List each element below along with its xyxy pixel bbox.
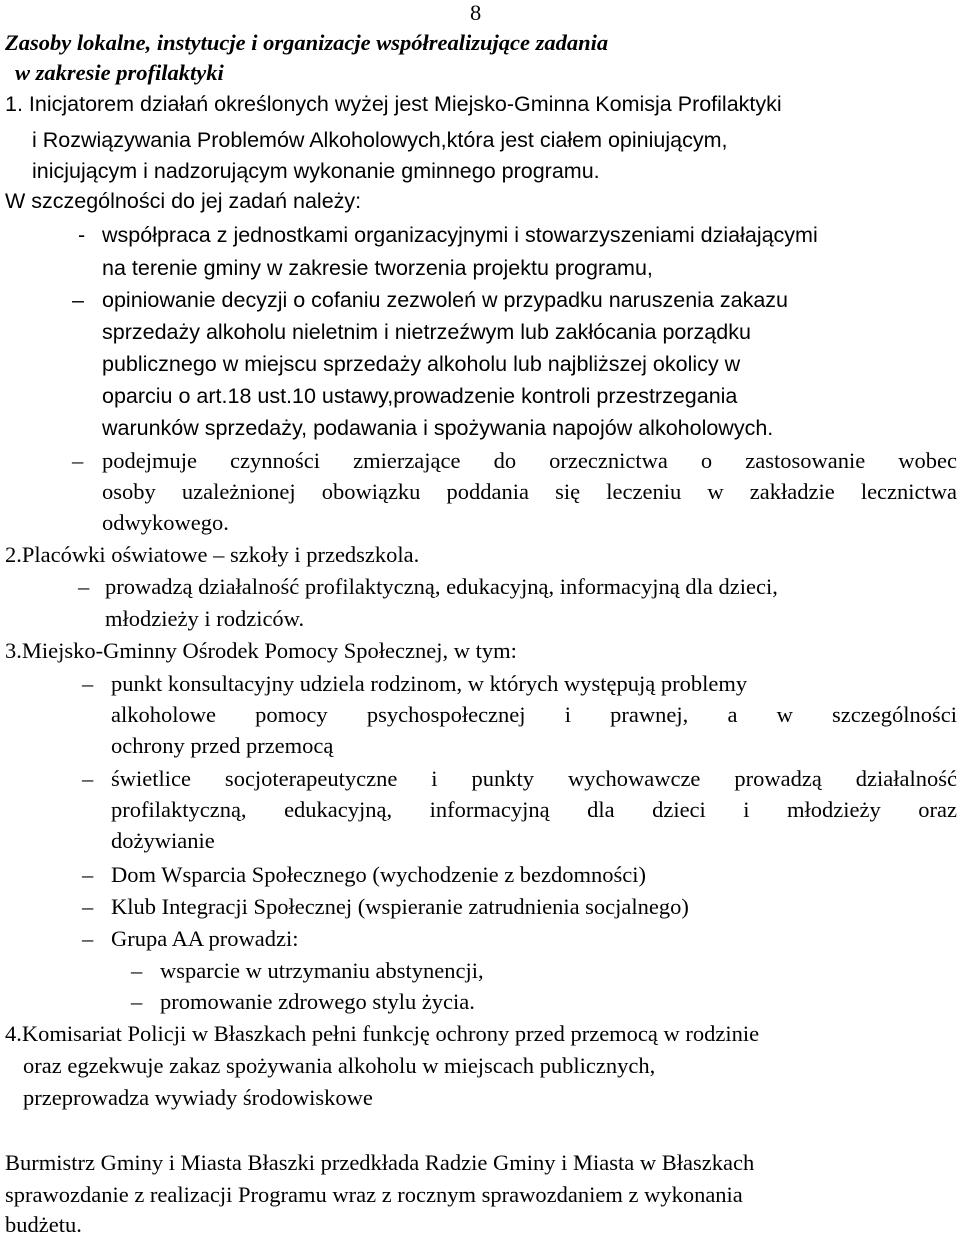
section3-item1-line-2: alkoholowe pomocy psychospołecznej i prawnej, a w szczególności: [111, 702, 957, 727]
section3-item1-line-3: ochrony przed przemocą: [111, 733, 334, 758]
section1-item2-line-2: sprzedaży alkoholu nieletnim i nietrzeźwym lub zakłócania porządku: [102, 320, 751, 344]
section1-item2-line-5: warunków sprzedaży, podawania i spożywania napojów alkoholowych.: [102, 416, 774, 440]
closing-line-1: Burmistrz Gminy i Miasta Błaszki przedkłada Radzie Gminy i Miasta w Błaszkach: [5, 1150, 755, 1175]
section1-item1-line-1: współpraca z jednostkami organizacyjnymi i stowarzyszeniami działającymi: [102, 223, 818, 247]
section1-item3-line-1: podejmuje czynności zmierzające do orzecznictwa o zastosowanie wobec: [102, 448, 957, 473]
list-marker: –: [72, 448, 84, 473]
closing-line-2: sprawozdanie z realizacji Programu wraz z rocznym sprawozdaniem z wykonania: [5, 1182, 743, 1207]
section4-line-1: 4.Komisariat Policji w Błaszkach pełni funkcję ochrony przed przemocą w rodzinie: [5, 1021, 760, 1046]
section1-item2-line-1: opiniowanie decyzji o cofaniu zezwoleń w przypadku naruszenia zakazu: [102, 288, 789, 312]
section1-item2-line-4: oparciu o art.18 ust.10 ustawy,prowadzenie kontroli przestrzegania: [102, 384, 738, 408]
section3-subitem1: wsparcie w utrzymaniu abstynencji,: [160, 958, 484, 983]
section3-item2-line-3: dożywianie: [111, 828, 215, 853]
list-marker: –: [82, 926, 94, 951]
section3-item2-line-1: świetlice socjoterapeutyczne i punkty wychowawcze prowadzą działalność: [111, 766, 957, 791]
section4-line-3: przeprowadza wywiady środowiskowe: [23, 1085, 373, 1110]
section1-item3-line-3: odwykowego.: [102, 510, 229, 535]
list-marker: –: [82, 671, 94, 696]
list-marker: -: [78, 223, 86, 247]
list-marker: –: [82, 862, 94, 887]
page-number: 8: [470, 0, 482, 25]
section2-item1-line-1: prowadzą działalność profilaktyczną, edukacyjną, informacyjną dla dzieci,: [105, 574, 778, 599]
section1-line-3: inicjującym i nadzorującym wykonanie gminnego programu.: [32, 159, 600, 183]
section1-line-2: i Rozwiązywania Problemów Alkoholowych,która jest ciałem opiniującym,: [32, 128, 728, 152]
section1-item3-line-2: osoby uzależnionej obowiązku poddania się leczeniu w zakładzie lecznictwa: [102, 479, 957, 504]
list-marker: –: [131, 989, 143, 1014]
list-marker: –: [131, 958, 143, 983]
section3-item5: Grupa AA prowadzi:: [111, 926, 299, 951]
list-marker: –: [78, 574, 90, 599]
section-title-line-1: Zasoby lokalne, instytucje i organizacje współrealizujące zadania: [5, 30, 609, 55]
section3-item1-line-1: punkt konsultacyjny udziela rodzinom, w których występują problemy: [111, 671, 748, 696]
section3-subitem2: promowanie zdrowego stylu życia.: [160, 989, 475, 1014]
section3-item4: Klub Integracji Społecznej (wspieranie zatrudnienia socjalnego): [111, 894, 689, 919]
section1-line-1: 1. Inicjatorem działań określonych wyżej jest Miejsko-Gminna Komisja Profilaktyki: [5, 92, 782, 116]
closing-line-3: budżetu.: [5, 1212, 82, 1237]
section3-item3: Dom Wsparcia Społecznego (wychodzenie z bezdomności): [111, 862, 647, 887]
section1-line-4: W szczególności do jej zadań należy:: [5, 189, 362, 213]
section-title-line-2: w zakresie profilaktyki: [15, 60, 224, 85]
section1-item1-line-2: na terenie gminy w zakresie tworzenia projektu programu,: [102, 256, 653, 280]
section2-heading: 2.Placówki oświatowe – szkoły i przedszkola.: [5, 542, 420, 567]
section2-item1-line-2: młodzieży i rodziców.: [105, 606, 305, 631]
list-marker: –: [82, 894, 94, 919]
section3-item2-line-2: profilaktyczną, edukacyjną, informacyjną dla dzieci i młodzieży oraz: [111, 797, 957, 822]
section4-line-2: oraz egzekwuje zakaz spożywania alkoholu w miejscach publicznych,: [23, 1053, 656, 1078]
section3-heading: 3.Miejsko-Gminny Ośrodek Pomocy Społecznej, w tym:: [5, 638, 517, 663]
section1-item2-line-3: publicznego w miejscu sprzedaży alkoholu lub najbliższej okolicy w: [102, 352, 741, 376]
list-marker: –: [82, 766, 94, 791]
list-marker: –: [72, 288, 84, 312]
